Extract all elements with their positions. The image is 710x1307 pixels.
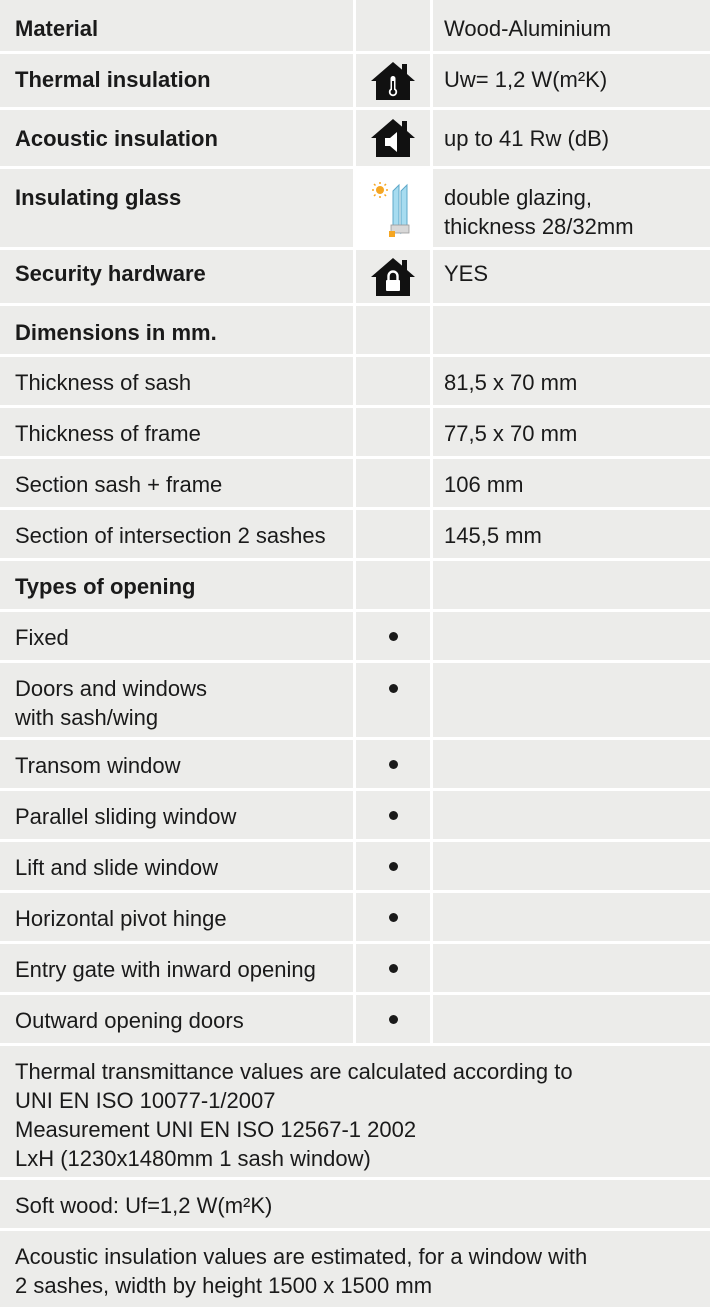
table-row-security-hardware bbox=[0, 250, 710, 303]
note-soft-wood bbox=[0, 1180, 710, 1228]
row-label: Horizontal pivot hinge bbox=[15, 906, 227, 931]
bullet-icon bbox=[389, 964, 398, 973]
row-label: Section of intersection 2 sashes bbox=[15, 523, 326, 548]
table-row bbox=[0, 842, 710, 890]
note-text: Soft wood: Uf=1,2 W(m²K) bbox=[15, 1193, 273, 1218]
bullet-icon bbox=[389, 760, 398, 769]
house-padlock-icon bbox=[369, 257, 417, 297]
row-label: Outward opening doors bbox=[15, 1008, 244, 1033]
table-row bbox=[0, 357, 710, 405]
note-thermal-transmittance bbox=[0, 1046, 710, 1177]
row-value: Uw= 1,2 W(m²K) bbox=[444, 67, 608, 92]
row-value: double glazing, thickness 28/32mm bbox=[444, 185, 634, 239]
table-row-material bbox=[0, 0, 710, 51]
bullet-icon bbox=[389, 684, 398, 693]
bullet-icon bbox=[389, 811, 398, 820]
row-value: 106 mm bbox=[444, 472, 524, 497]
row-label: Security hardware bbox=[15, 261, 206, 286]
bullet-icon bbox=[389, 913, 398, 922]
row-label: Acoustic insulation bbox=[15, 126, 218, 151]
row-label: Entry gate with inward opening bbox=[15, 957, 316, 982]
row-value: up to 41 Rw (dB) bbox=[444, 126, 610, 151]
row-label: Doors and windows with sash/wing bbox=[15, 676, 207, 730]
row-label: Insulating glass bbox=[15, 185, 182, 210]
table-row-thermal-insulation bbox=[0, 54, 710, 107]
section-heading: Dimensions in mm. bbox=[15, 320, 217, 345]
table-row bbox=[0, 612, 710, 660]
row-label: Fixed bbox=[15, 625, 69, 650]
row-label: Lift and slide window bbox=[15, 855, 219, 880]
table-row-insulating-glass bbox=[0, 169, 710, 247]
table-row-types-header bbox=[0, 561, 710, 609]
bullet-icon bbox=[389, 1015, 398, 1024]
row-value: YES bbox=[444, 261, 489, 286]
table-row bbox=[0, 663, 710, 737]
row-value: Wood-Aluminium bbox=[444, 16, 612, 41]
row-value: 81,5 x 70 mm bbox=[444, 370, 578, 395]
table-row bbox=[0, 510, 710, 558]
table-row bbox=[0, 791, 710, 839]
table-row bbox=[0, 408, 710, 456]
table-row bbox=[0, 740, 710, 788]
table-row bbox=[0, 459, 710, 507]
section-heading: Types of opening bbox=[15, 574, 196, 599]
table-row-dimensions-header bbox=[0, 306, 710, 354]
row-value: 77,5 x 70 mm bbox=[444, 421, 578, 446]
row-label: Thickness of frame bbox=[15, 421, 201, 446]
note-text: Thermal transmittance values are calculated according to UNI EN ISO 10077-1/2007 Measurement UNI EN ISO 12567-1 2002 LxH (1230x1480mm 1 sash window) bbox=[15, 1059, 573, 1171]
table-row bbox=[0, 893, 710, 941]
bullet-icon bbox=[389, 862, 398, 871]
table-row-acoustic-insulation bbox=[0, 110, 710, 166]
row-label: Material bbox=[15, 16, 99, 41]
note-text: Acoustic insulation values are estimated, for a window with 2 sashes, width by height 1500 x 1500 mm bbox=[15, 1244, 588, 1298]
double-glazing-icon bbox=[369, 181, 417, 239]
house-thermometer-icon bbox=[369, 61, 417, 101]
row-label: Section sash + frame bbox=[15, 472, 223, 497]
row-value: 145,5 mm bbox=[444, 523, 542, 548]
table-row bbox=[0, 995, 710, 1043]
house-speaker-icon bbox=[369, 118, 417, 158]
row-label: Thickness of sash bbox=[15, 370, 192, 395]
row-label: Parallel sliding window bbox=[15, 804, 237, 829]
table-row bbox=[0, 944, 710, 992]
row-label: Transom window bbox=[15, 753, 181, 778]
row-label: Thermal insulation bbox=[15, 67, 211, 92]
bullet-icon bbox=[389, 632, 398, 641]
note-acoustic-values bbox=[0, 1231, 710, 1307]
